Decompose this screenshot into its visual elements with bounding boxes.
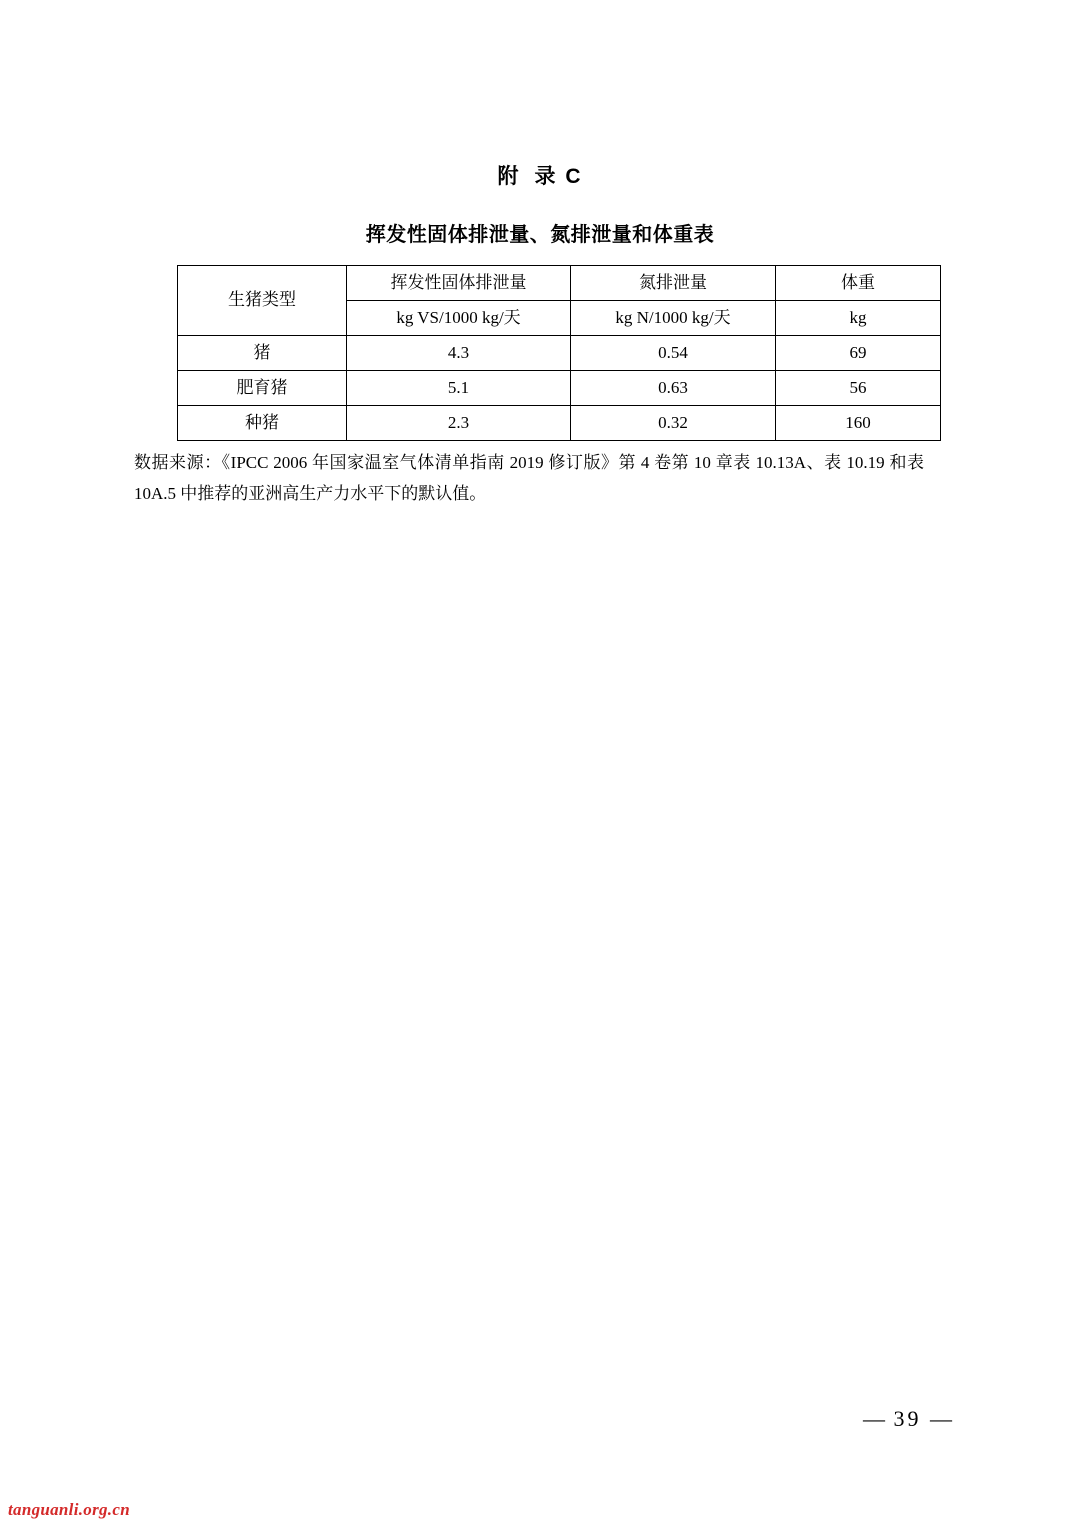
table-caption: 挥发性固体排泄量、氮排泄量和体重表 [365,224,715,246]
cell-weight: 160 [776,406,941,441]
table-row [178,371,941,406]
header-cell-type: 生猪类型 [178,266,347,336]
site-watermark: tanguanli.org.cn [8,1500,130,1519]
table-row [178,336,941,371]
cell-n: 0.63 [571,371,776,406]
header-cell-n: 氮排泄量 [571,266,776,301]
page-dash-left: — [863,1406,885,1431]
header-cell-weight: 体重 [776,266,941,301]
page-number-value: 39 [893,1406,922,1431]
cell-vs: 4.3 [347,336,571,371]
emission-factors-table [177,265,941,441]
appendix-heading [0,160,1080,190]
cell-type: 种猪 [178,406,347,441]
header-unit-n: kg N/1000 kg/天 [571,301,776,336]
cell-vs: 2.3 [347,406,571,441]
header-unit-vs: kg VS/1000 kg/天 [347,301,571,336]
cell-n: 0.54 [571,336,776,371]
appendix-heading-word: 附 [497,165,521,188]
header-cell-vs: 挥发性固体排泄量 [347,266,571,301]
table-container [177,265,904,441]
cell-vs: 5.1 [347,371,571,406]
header-unit-weight: kg [776,301,941,336]
cell-weight: 56 [776,371,941,406]
cell-n: 0.32 [571,406,776,441]
cell-type: 肥育猪 [178,371,347,406]
page-dash-right: — [930,1406,952,1431]
cell-type: 猪 [178,336,347,371]
cell-weight: 69 [776,336,941,371]
source-note: 数据来源：《IPCC 2006 年国家温室气体清单指南 2019 修订版》第 4 卷第 10 章表 10.13A、表 10.19 和表 10A.5 中推荐的亚洲高生产力水平下的默认值。 [134,453,924,504]
appendix-heading-letter: 录 C [534,165,583,188]
table-header-row-1 [178,266,941,301]
table-row [178,406,941,441]
page-number [863,1406,952,1432]
